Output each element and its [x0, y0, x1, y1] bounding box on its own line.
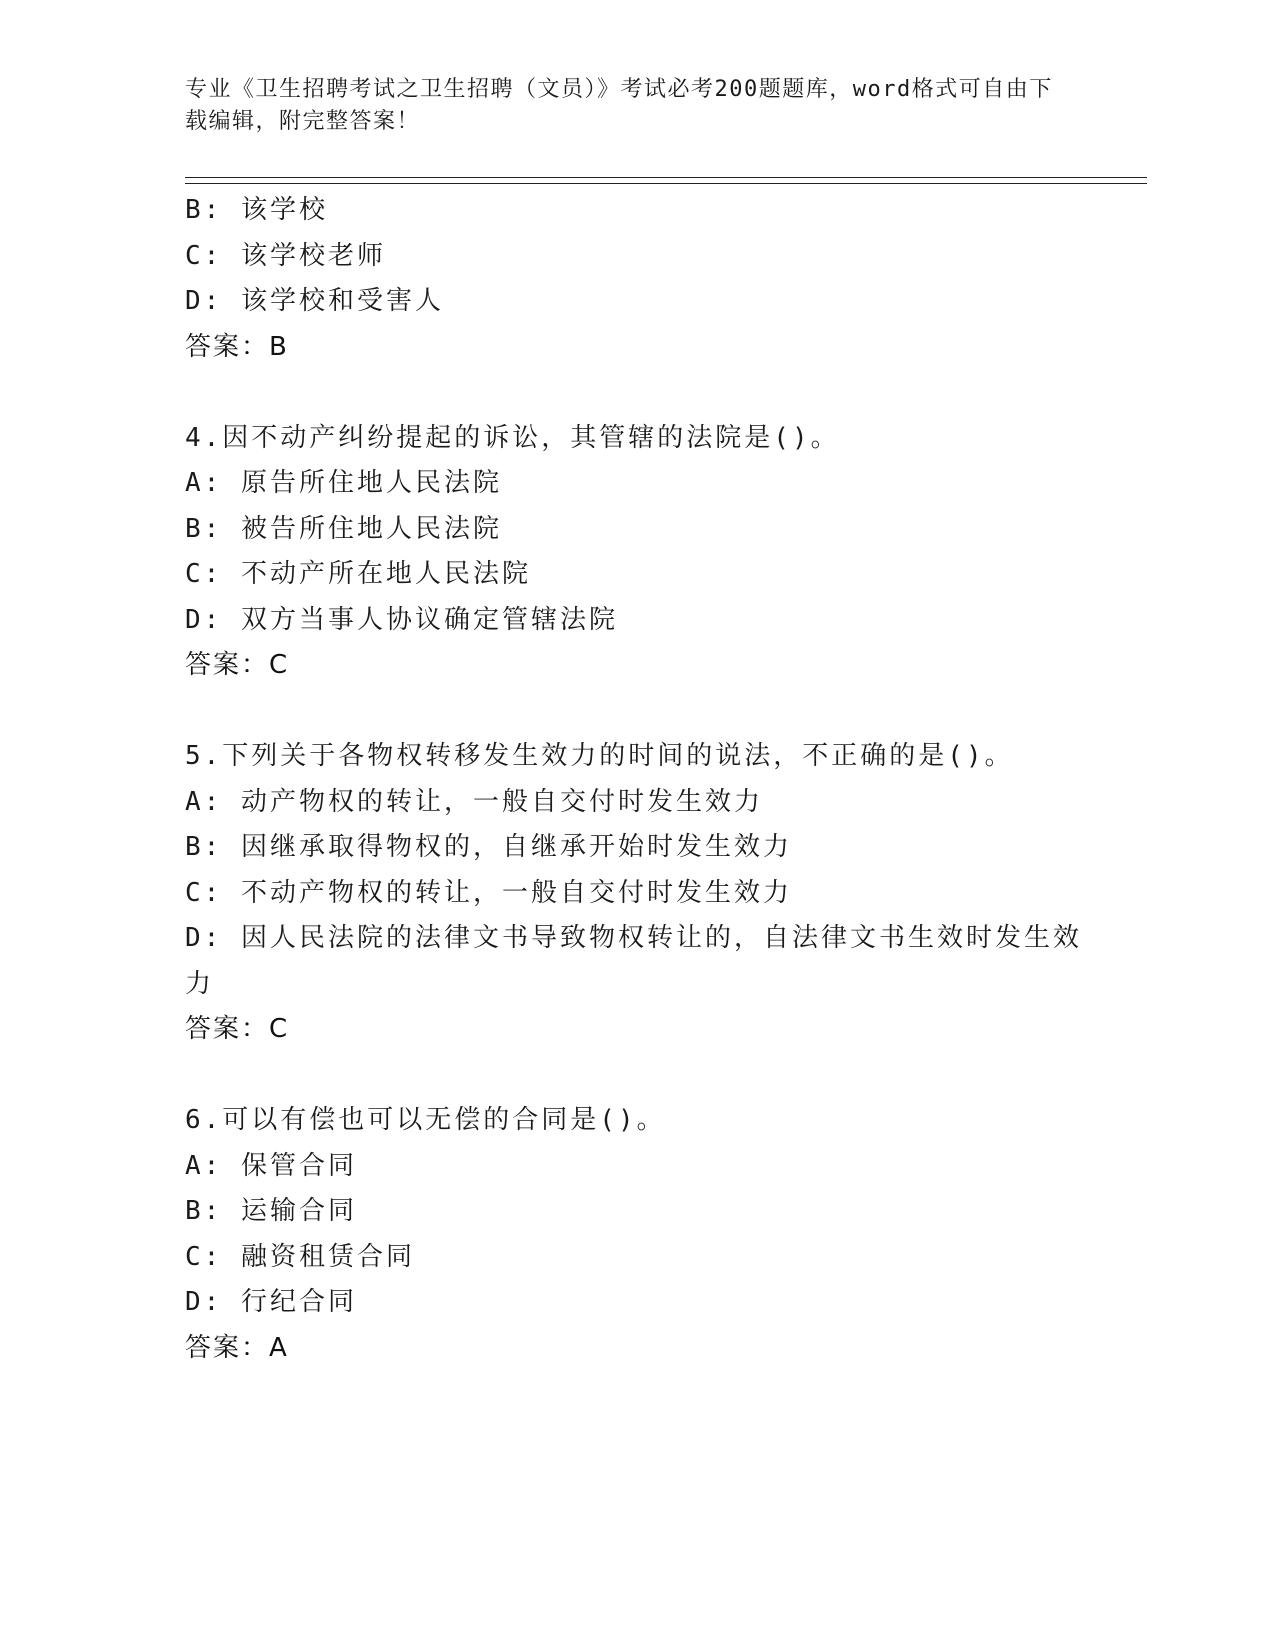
question-5 [185, 734, 1085, 1053]
question-stem: 4.因不动产纠纷提起的诉讼，其管辖的法院是()。 [185, 422, 840, 453]
question-4 [185, 416, 1085, 689]
option-c: C: 该学校老师 [185, 240, 386, 271]
answer-line: 答案：B [185, 331, 289, 362]
partial-question [185, 188, 1085, 370]
option-a: A: 保管合同 [185, 1150, 357, 1181]
option-c: C: 不动产物权的转让，一般自交付时发生效力 [185, 877, 792, 908]
document-header: 专业《卫生招聘考试之卫生招聘（文员）》考试必考200题题库，word格式可自由下载编辑，附完整答案！ [185, 77, 1053, 134]
option-d: D: 双方当事人协议确定管辖法院 [185, 604, 618, 635]
option-b: B: 因继承取得物权的，自继承开始时发生效力 [185, 832, 792, 862]
option-b: B: 运输合同 [185, 1196, 357, 1226]
question-6 [185, 1098, 1085, 1371]
question-stem: 6.可以有偿也可以无偿的合同是()。 [185, 1105, 666, 1135]
answer-line: 答案：C [185, 1014, 290, 1044]
option-c: C: 融资租赁合同 [185, 1241, 415, 1272]
question-stem: 5.下列关于各物权转移发生效力的时间的说法，不正确的是()。 [185, 741, 1014, 771]
header-divider [185, 177, 1147, 184]
option-a: A: 动产物权的转让，一般自交付时发生效力 [185, 786, 763, 817]
option-d: D: 该学校和受害人 [185, 286, 444, 316]
option-d: D: 因人民法院的法律文书导致物权转让的，自法律文书生效时发生效力 [185, 923, 1082, 999]
option-a: A: 原告所住地人民法院 [185, 468, 502, 498]
option-c: C: 不动产所在地人民法院 [185, 559, 531, 589]
answer-line: 答案：A [185, 1332, 289, 1363]
option-d: D: 行纪合同 [185, 1287, 357, 1317]
document-body [185, 188, 1085, 1371]
option-b: B: 该学校 [185, 195, 328, 225]
option-b: B: 被告所住地人民法院 [185, 513, 502, 544]
answer-line: 答案：C [185, 650, 290, 680]
